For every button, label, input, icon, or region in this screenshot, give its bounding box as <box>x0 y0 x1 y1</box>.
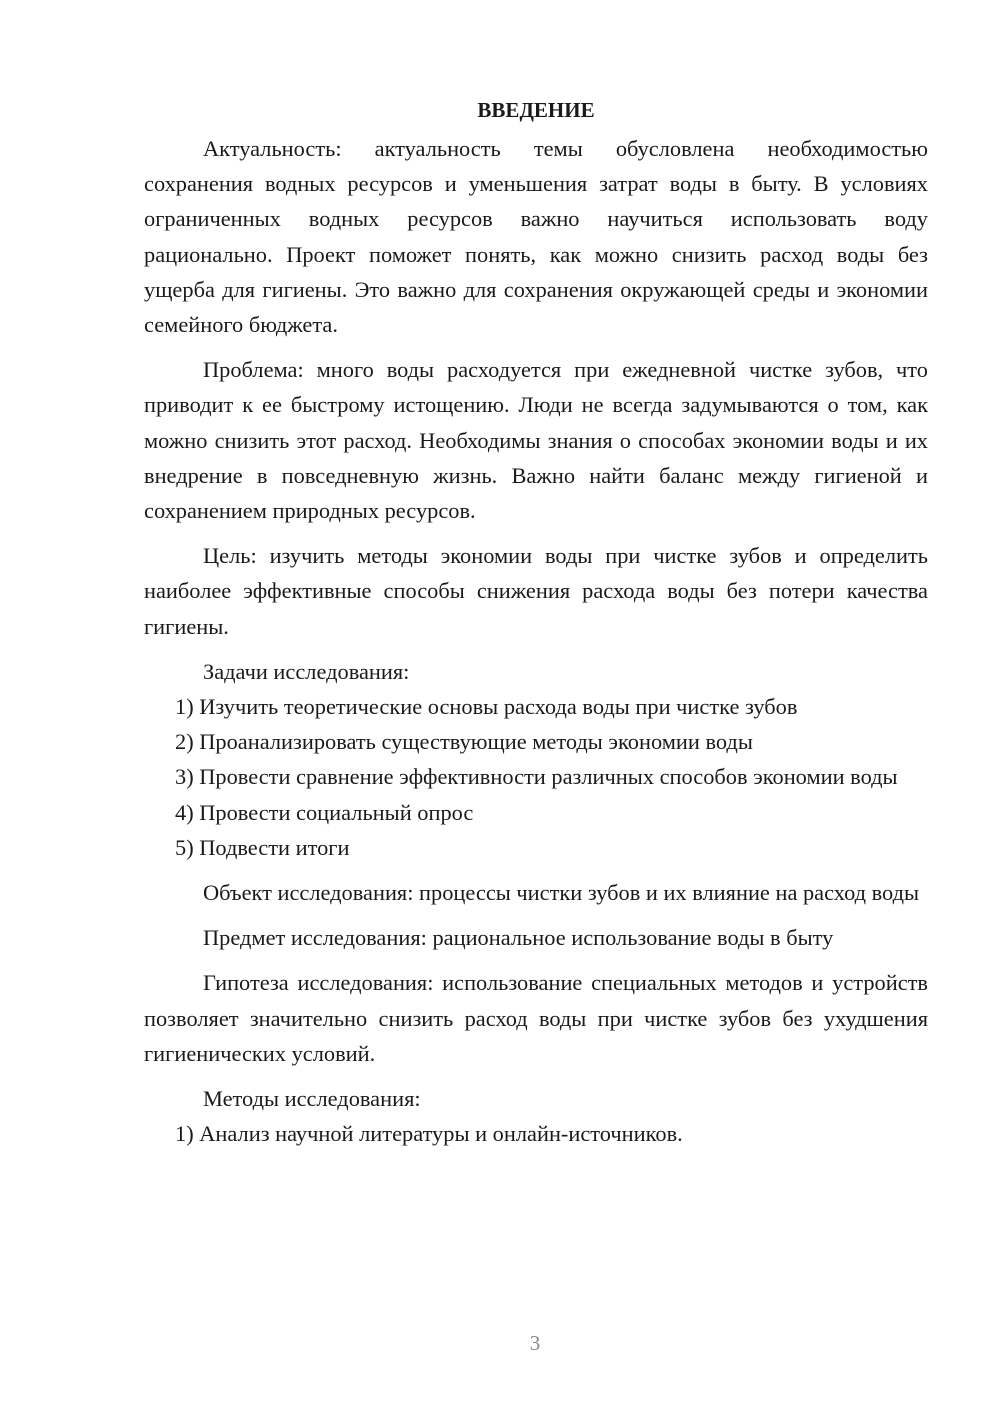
goal-paragraph: Цель: изучить методы экономии воды при чистке зубов и определить наиболее эффективные способы снижения расхода воды без потери качества гигиены. <box>144 543 928 639</box>
tasks-heading: Задачи исследования: <box>203 658 410 684</box>
task-item: 3) Провести сравнение эффективности различных способов экономии воды <box>175 764 898 790</box>
task-item: 5) Подвести итоги <box>175 834 350 860</box>
page-title: ВВЕДЕНИЕ <box>477 98 595 122</box>
relevance-paragraph: Актуальность: актуальность темы обусловлена необходимостью сохранения водных ресурсов и уменьшения затрат воды в быту. В условиях ограниченных водных ресурсов важно научиться использовать воду рационально. Проект поможет понять, как можно снизить расход воды без ущерба для гигиены. Это важно для сохранения окружающей среды и экономии семейного бюджета. <box>144 136 928 338</box>
object-paragraph: Объект исследования: процессы чистки зубов и их влияние на расход воды <box>203 880 920 906</box>
method-item: 1) Анализ научной литературы и онлайн-источников. <box>175 1121 683 1147</box>
subject-paragraph: Предмет исследования: рациональное использование воды в быту <box>203 925 834 951</box>
problem-paragraph: Проблема: много воды расходуется при ежедневной чистке зубов, что приводит к ее быстрому истощению. Люди не всегда задумываются о том, как можно снизить этот расход. Необходимы знания о способах экономии воды и их внедрение в повседневную жизнь. Важно найти баланс между гигиеной и сохранением природных ресурсов. <box>144 357 928 524</box>
hypothesis-paragraph: Гипотеза исследования: использование специальных методов и устройств позволяет значительно снизить расход воды при чистке зубов без ухудшения гигиенических условий. <box>144 970 928 1066</box>
task-item: 4) Провести социальный опрос <box>175 799 474 825</box>
task-item: 2) Проанализировать существующие методы экономии воды <box>175 729 753 755</box>
page-number: 3 <box>529 1331 541 1355</box>
document-page <box>144 96 928 1151</box>
methods-heading: Методы исследования: <box>203 1086 421 1112</box>
task-item: 1) Изучить теоретические основы расхода воды при чистке зубов <box>175 694 798 720</box>
